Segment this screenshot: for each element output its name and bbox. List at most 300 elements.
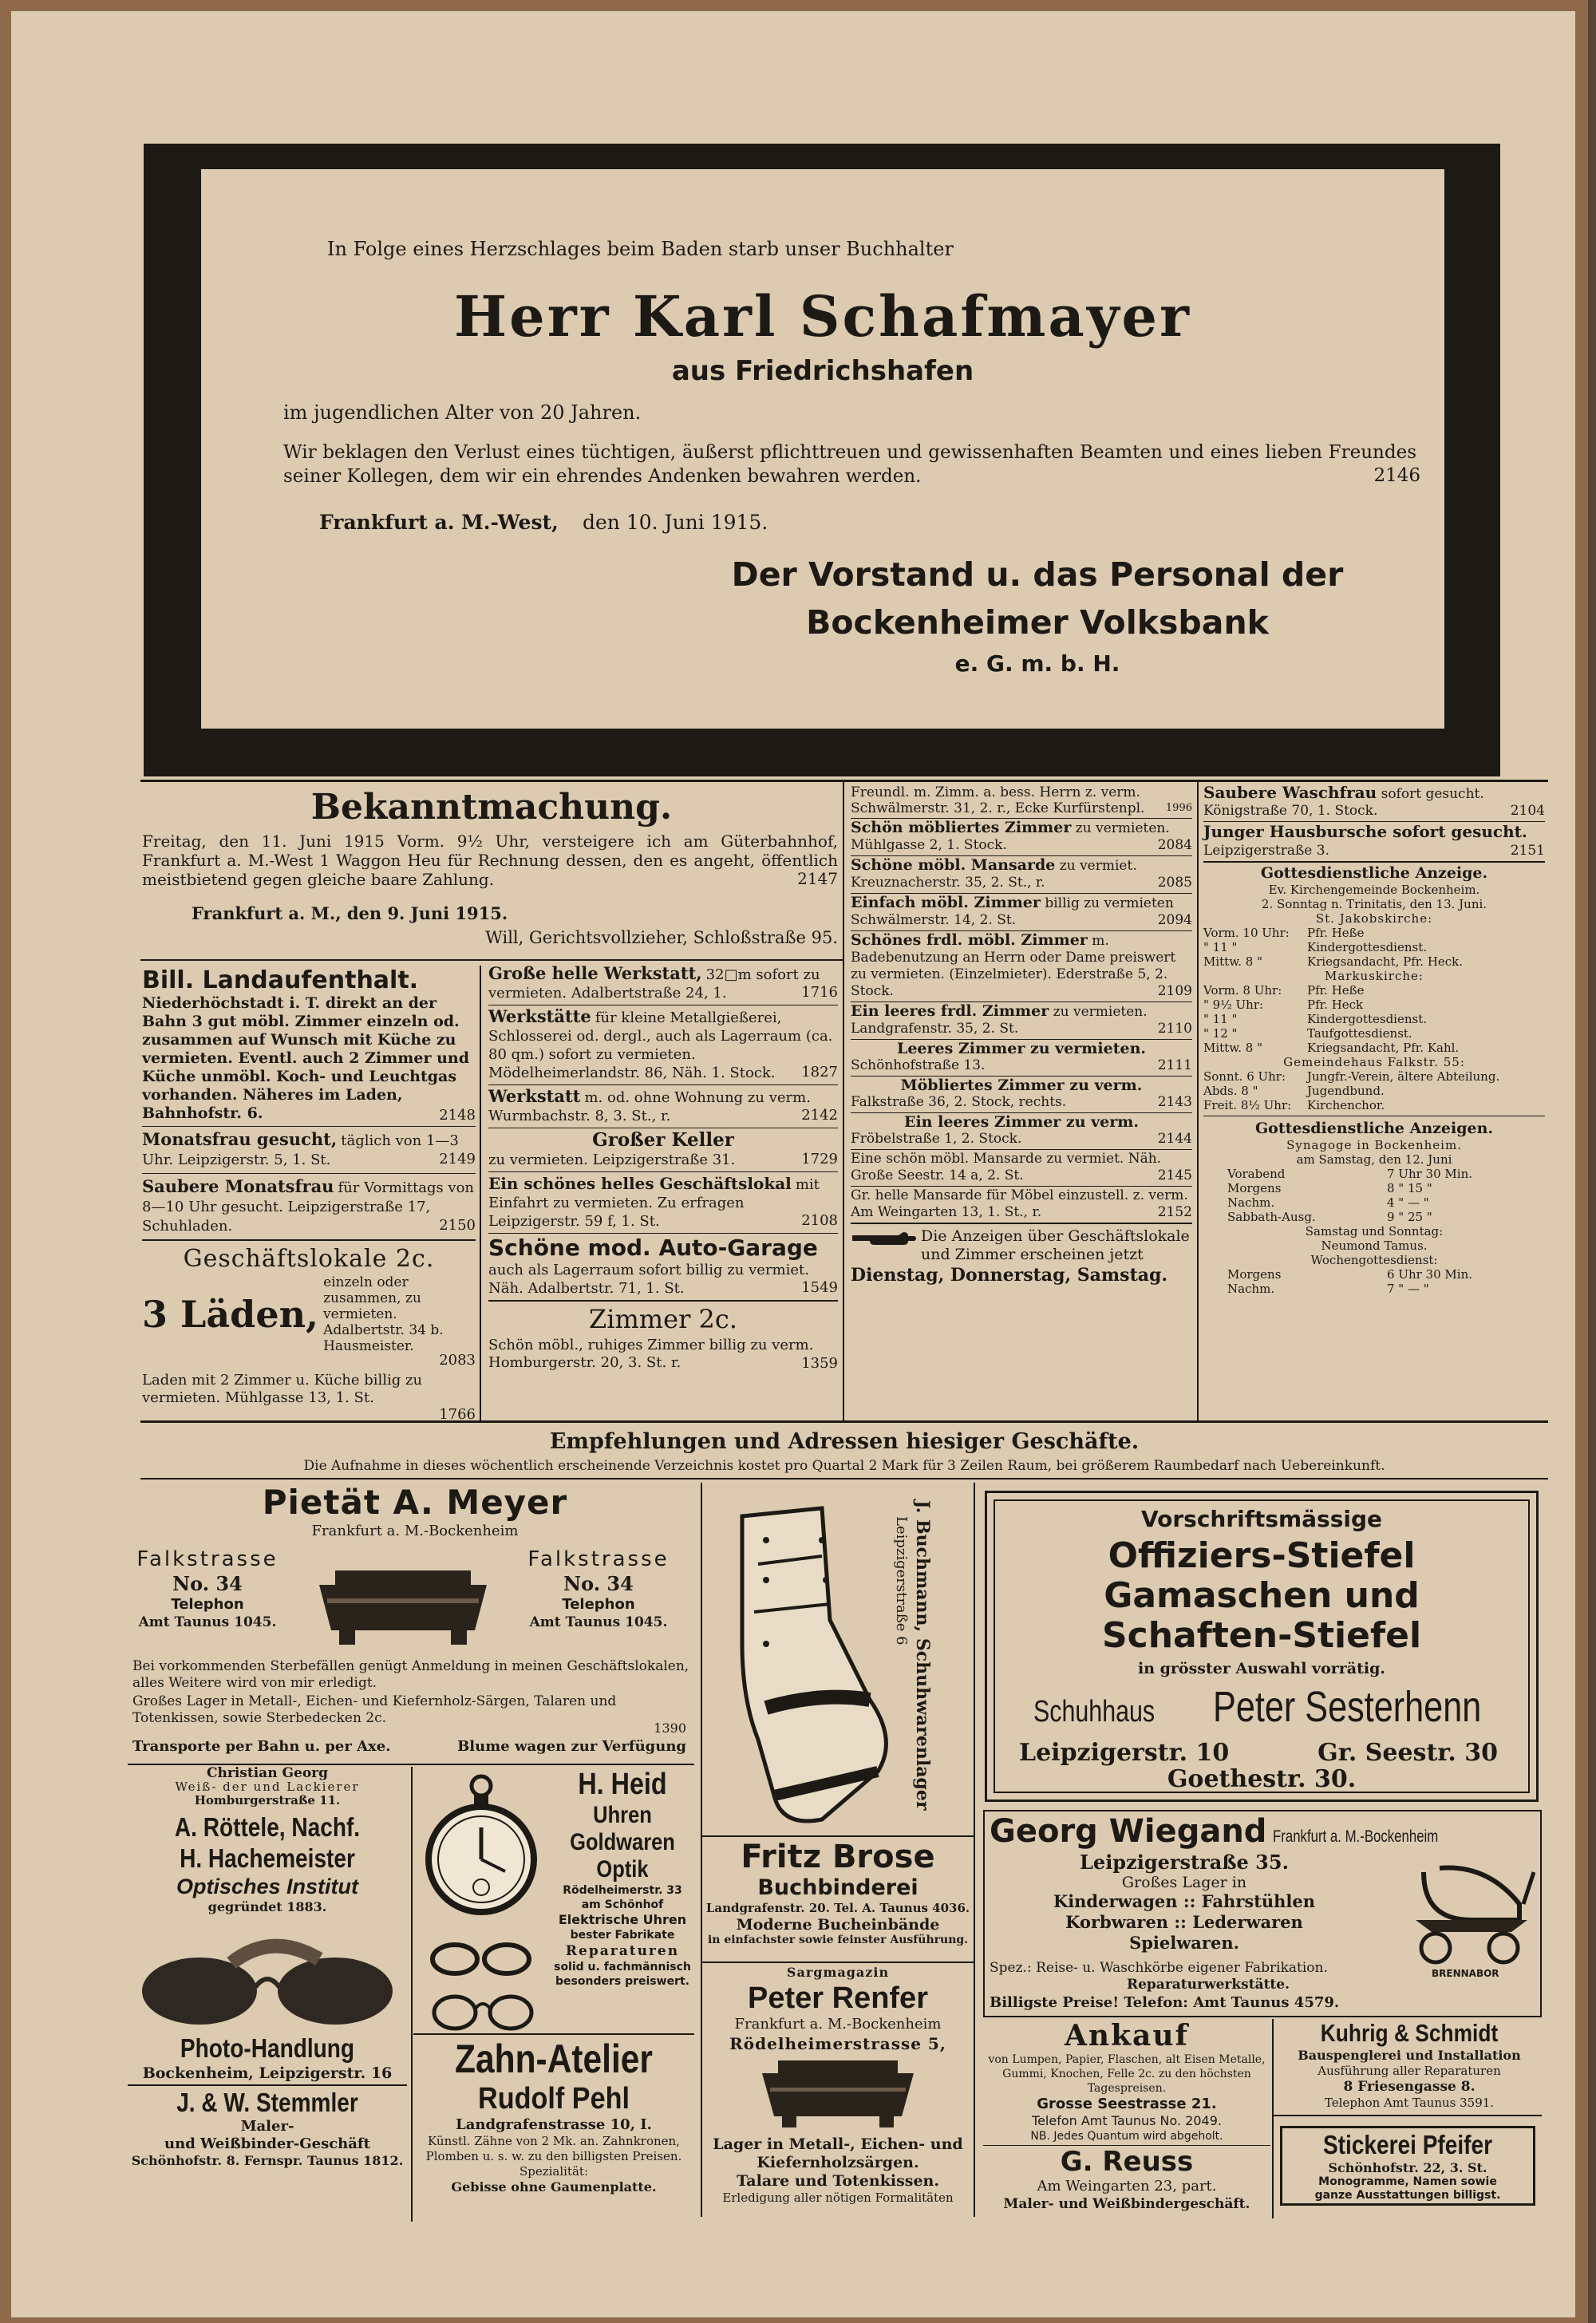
ankauf-title: Ankauf	[1064, 2019, 1190, 2052]
ad-code: 2110	[1157, 1021, 1192, 1037]
ad-title: Werkstätte	[488, 1006, 591, 1026]
ad-title: Große helle Werkstatt,	[488, 963, 702, 983]
photo-title: Photo-Handlung	[180, 2033, 355, 2063]
rule-brose	[702, 1962, 974, 1963]
wiegand-header	[990, 1813, 1480, 1850]
wiegand-spez: Spez.: Reise- u. Waschkörbe eigener Fabrikation.	[990, 1960, 1328, 1976]
gd-time: Vorm. 10 Uhr:	[1203, 926, 1290, 940]
ad-text: für Vormittags von 8—10 Uhr gesucht. Leipzigerstraße 17, Schuhladen.	[142, 1179, 475, 1235]
syn-title: Gottesdienstliche Anzeigen.	[1254, 1120, 1494, 1137]
ad-wiegand	[983, 1810, 1542, 2017]
ad-code: 2145	[1157, 1167, 1192, 1183]
sest-l6: Schuhhaus	[1033, 1695, 1155, 1728]
heid-goldwaren: Goldwaren	[570, 1829, 675, 1855]
obituary-origin: aus Friedrichshafen	[671, 355, 974, 387]
notice-text: Die Anzeigen über Geschäftslokale und Zimmer erscheinen jetzt	[921, 1227, 1190, 1263]
ad-werkstaette	[488, 1005, 838, 1085]
ad-text: m. od. ohne Wohnung zu verm. Wurmbachstr. 8, 3. St., r.	[488, 1089, 811, 1124]
obituary-place: Frankfurt a. M.-West,	[319, 511, 559, 534]
ad-renfer-lager	[702, 2135, 974, 2206]
reuss-address: Am Weingarten 23, part.	[1037, 2178, 1217, 2195]
pietaet-no: No. 34	[563, 1572, 634, 1595]
ad-text: Eine schön möbl. Mansarde zu vermiet. Näh. Große Seestr. 14 a, 2. St.	[851, 1151, 1162, 1183]
coffin-illustration-2	[750, 2052, 926, 2132]
ad-auto-garage	[488, 1234, 838, 1302]
heid-fabrikate: bester Fabrikate	[570, 1929, 675, 1942]
ad-code: 2150	[439, 1217, 476, 1234]
col1-ads	[142, 967, 476, 1423]
ad-code: 2083	[439, 1352, 476, 1369]
col-rule-heid	[411, 1767, 413, 2222]
roettele-owner: H. Hachemeister	[180, 1843, 355, 1873]
kuhrig-address: 8 Friesengasse 8.	[1343, 2079, 1476, 2095]
zimmer-title: Zimmer 2c.	[588, 1304, 737, 1334]
rule-photo	[128, 2084, 407, 2086]
obituary-text: Wir beklagen den Verlust eines tüchtigen, äußerst pflichttreuen und gewissenhaften Beamten und eines lieben Freundes seiner Kollegen, dem wir ein ehrendes Andenken bewahren werden.	[283, 442, 1416, 487]
ad-title: Bill. Landaufenthalt.	[142, 966, 419, 994]
ad-text: zu vermieten. Leipzigerstraße 31.	[488, 1152, 736, 1168]
ad-text: für kleine Metallgießerei, Schlosserei od. dergl., auch als Lagerraum (ca. 80 qm.) sofort zu vermieten. Mödelheimerlandstr. 86, Näh. 1. Stock.	[488, 1009, 833, 1081]
ad-werkstatt	[488, 1085, 838, 1128]
ad-text: mit Einfahrt zu vermieten. Zu erfragen Leipzigerstr. 59 f, 1. St.	[488, 1176, 820, 1230]
ankauf-address: Grosse Seestrasse 21.	[1037, 2096, 1217, 2112]
syn-label: Morgens	[1227, 1267, 1282, 1282]
gd-time: " 12 "	[1203, 1026, 1238, 1041]
col2-ads	[488, 962, 838, 1372]
obituary-code: 2146	[1373, 465, 1420, 486]
bekanntmachung-text: Freitag, den 11. Juni 1915 Vorm. 9½ Uhr, versteigere ich am Güterbahnhof, Frankfurt a. M.-West 1 Waggon Heu für Rechnung dessen, den es angeht, öffentlich meistbietend gegen gleiche baare Zahlung.	[142, 832, 838, 889]
ad-leeres-frdl	[851, 1002, 1192, 1040]
wiegand-items-1: Kinderwagen :: Fahrstühlen	[1053, 1891, 1316, 1911]
ad-freundl-zimmer	[851, 784, 1192, 819]
brose-ausf: in einfachster sowie feinster Ausführung.	[707, 1934, 969, 1946]
ad-code: 2148	[439, 1107, 476, 1124]
gd-date: 2. Sonntag n. Trinitatis, den 13. Juni.	[1261, 897, 1487, 911]
ad-helle-mansarde	[851, 1187, 1192, 1224]
ad-zahn-atelier	[413, 2037, 694, 2195]
buchmann-address: Leipzigerstraße 6	[893, 1516, 910, 1645]
mourning-border-right	[1446, 144, 1500, 738]
ad-heid	[543, 1767, 702, 1989]
syn-time: 7 " — "	[1387, 1282, 1429, 1296]
ankauf-text: von Lumpen, Papier, Flaschen, alt Eisen Metalle, Gummi, Knochen, Felle 2c. zu den höchsten Tagespreisen.	[988, 2053, 1266, 2095]
col3-ads	[851, 784, 1192, 1286]
coffin-illustration	[303, 1555, 503, 1650]
ad-geschaeftslokal	[488, 1172, 838, 1234]
col-rule-2	[843, 782, 844, 1420]
gd-item: Kriegsandacht, Pfr. Heck.	[1307, 954, 1464, 969]
ad-title: Saubere Waschfrau	[1203, 783, 1377, 802]
heid-solid: solid u. fachmännisch	[554, 1961, 691, 1973]
gd-item: Pfr. Heck	[1307, 998, 1364, 1012]
ad-text: sofort gesucht. Königstraße 70, 1. Stock.	[1203, 786, 1484, 819]
pietaet-city: Frankfurt a. M.-Bockenheim	[311, 1523, 519, 1539]
pfeifer-text-1: Monogramme, Namen sowie	[1318, 2175, 1497, 2188]
stemmler-trade-1: Maler-	[240, 2118, 294, 2135]
wiegand-address: Leipzigerstraße 35.	[1080, 1851, 1289, 1874]
sest-l7: Peter Sesterhenn	[1212, 1683, 1482, 1731]
notice-anzeigen	[851, 1224, 1192, 1264]
geschaeftslokale-title: Geschäftslokale 2c.	[183, 1245, 435, 1273]
pointing-hand-icon	[851, 1229, 918, 1248]
renfer-name: Peter Renfer	[748, 1981, 928, 2015]
syn-label: Nachm.	[1227, 1282, 1275, 1296]
ad-title: Saubere Monatsfrau	[142, 1176, 334, 1196]
ad-saubere-monatsfrau	[142, 1177, 476, 1241]
ad-title: Einfach möbl. Zimmer	[851, 894, 1041, 911]
obituary-from-3: e. G. m. b. H.	[954, 650, 1120, 677]
brose-modern: Moderne Bucheinbände	[736, 1916, 940, 1934]
ad-text: m. Badebenutzung an Herrn oder Dame preiswert zu vermieten. (Einzelmieter). Ederstraße 5, 2. Stock.	[851, 933, 1176, 999]
pietaet-no: No. 34	[172, 1572, 243, 1595]
ad-christian-georg	[128, 1767, 407, 1807]
kuhrig-tel: Telephon Amt Taunus 3591.	[1324, 2096, 1495, 2110]
kuhrig-name: Kuhrig & Schmidt	[1320, 2019, 1499, 2047]
pietaet-text: Bei vorkommenden Sterbefällen genügt Anmeldung in meinen Geschäftslokalen, alles Weitere wird von mir erledigt.	[132, 1658, 689, 1691]
ad-title: Schöne möbl. Mansarde	[851, 856, 1056, 874]
pietaet-foot-2: Blume wagen zur Verfügung	[457, 1738, 686, 1755]
ad-code: 2144	[1157, 1131, 1192, 1147]
ad-keller	[488, 1128, 838, 1172]
ad-monatsfrau	[142, 1130, 476, 1174]
roettele-institut: Optisches Institut	[176, 1875, 359, 1898]
syn-label: Morgens	[1227, 1181, 1282, 1195]
pietaet-tel: Telephon	[562, 1596, 635, 1613]
ad-title: Werkstatt	[488, 1086, 581, 1106]
ad-schoen-mansarde	[851, 1150, 1192, 1187]
zahn-title: Zahn-Atelier	[455, 2037, 653, 2081]
pfeifer-name: Stickerei Pfeifer	[1322, 2130, 1493, 2159]
ad-title: Schön möbliertes Zimmer	[851, 819, 1072, 836]
gd-time: Freit. 8½ Uhr:	[1203, 1098, 1292, 1112]
sest-shop	[1019, 1683, 1514, 1736]
binding-edge	[1588, 0, 1596, 2323]
gottesdienst-ev	[1203, 863, 1545, 1116]
ad-leeres-zimmer	[851, 1040, 1192, 1077]
rule-kuhrig	[1274, 2115, 1542, 2116]
rule-heid	[413, 2033, 694, 2035]
kuhrig-trade: Bauspenglerei und Installation	[1298, 2048, 1521, 2063]
ad-sesterhenn	[985, 1491, 1539, 1802]
ad-text: zu vermieten. Mühlgasse 2, 1. Stock.	[851, 820, 1170, 853]
heid-address: Rödelheimerstr. 33	[563, 1884, 682, 1897]
wiegand-items-3: Spielwaren.	[1129, 1933, 1239, 1953]
ad-roettele	[128, 1811, 407, 1915]
syn-label: Nachm.	[1227, 1195, 1275, 1210]
georg-address: Homburgerstraße 11.	[194, 1793, 341, 1807]
ad-title: Schönes frdl. möbl. Zimmer	[851, 931, 1088, 949]
sest-l10: Goethestr. 30.	[1167, 1765, 1357, 1793]
sest-l5: in grösster Auswahl vorrätig.	[1137, 1660, 1385, 1677]
bekanntmachung-code: 2147	[797, 869, 838, 888]
empf-title: Empfehlungen und Adressen hiesiger Geschäfte.	[549, 1429, 1140, 1454]
ad-ein-leeres	[851, 1113, 1192, 1150]
heid-elektr: Elektrische Uhren	[558, 1912, 687, 1927]
pfeifer-text-2: ganze Ausstattungen billigst.	[1314, 2189, 1501, 2202]
rule-boot	[702, 1835, 974, 1837]
ad-text: auch als Lagerraum sofort billig zu vermiet. Näh. Adalbertstr. 71, 1. St.	[488, 1262, 809, 1297]
pietaet-foot-1: Transporte per Bahn u. per Axe.	[132, 1738, 391, 1755]
wiegand-city: Frankfurt a. M.-Bockenheim	[1273, 1827, 1439, 1846]
ad-code: 1827	[801, 1064, 838, 1081]
ad-code: 2149	[439, 1151, 476, 1167]
gd-time: Sonnt. 6 Uhr:	[1203, 1069, 1286, 1084]
ad-schoen-moebl	[851, 819, 1192, 856]
sest-l9: Gr. Seestr. 30	[1317, 1739, 1498, 1767]
stemmler-address: Schönhofstr. 8. Fernspr. Taunus 1812.	[131, 2153, 404, 2168]
boot-illustration	[710, 1500, 902, 1827]
pince-nez-icon	[427, 1987, 539, 2035]
sest-l8: Leipzigerstr. 10	[1019, 1739, 1230, 1767]
gottesdienst-synagoge	[1203, 1116, 1545, 1296]
syn-time: 8 " 15 "	[1387, 1181, 1432, 1195]
pocket-watch-icon	[421, 1772, 541, 1931]
ad-code: 2143	[1157, 1094, 1192, 1110]
ad-peter-renfer	[702, 1965, 974, 2054]
roettele-name: A. Röttele, Nachf.	[174, 1812, 361, 1842]
gd-time: Abds. 8 "	[1203, 1084, 1258, 1098]
ad-text: einzeln oder zusammen, zu vermieten. Adalbertstr. 34 b. Hausmeister.	[323, 1274, 444, 1354]
ad-kuhrig	[1275, 2019, 1543, 2111]
ad-3-laeden	[142, 1274, 476, 1354]
bekanntmachung-date: Frankfurt a. M., den 9. Juni 1915.	[192, 903, 508, 923]
ad-code: 1766	[439, 1406, 476, 1423]
pram-brand: BRENNABOR	[1432, 1968, 1499, 1979]
gd-church-3: Gemeindehaus Falkstr. 55:	[1283, 1055, 1465, 1069]
ad-code: 1716	[801, 984, 838, 1001]
ad-text: 32□m sofort zu vermieten. Adalbertstraße 24, 1.	[488, 966, 820, 1001]
kuhrig-rep: Ausführung aller Reparaturen	[1317, 2064, 1501, 2078]
wiegand-rep: Reparaturwerkstätte.	[1126, 1977, 1290, 1993]
brose-trade: Buchbinderei	[757, 1875, 918, 1900]
syn-sub3: Neumond Tamus.	[1321, 1239, 1428, 1253]
gd-time: " 11 "	[1203, 940, 1238, 954]
ad-waschfrau	[1203, 784, 1545, 822]
zahn-text: Künstl. Zähne von 2 Mk. an. Zahnkronen, Plomben u. s. w. zu den billigsten Preisen. Spezialität:	[425, 2134, 682, 2179]
bekanntmachung-sign: Will, Gerichtsvollzieher, Schloßstraße 95.	[485, 928, 838, 947]
renfer-talare: Talare und Totenkissen.	[736, 2172, 939, 2190]
ad-code: 2085	[1157, 875, 1192, 891]
rule-top-small-ads	[140, 780, 1548, 782]
spectacles-illustration	[136, 1931, 399, 2027]
gd-church-2: Markuskirche:	[1325, 969, 1424, 983]
ad-title: Ein leeres Zimmer zu verm.	[903, 1113, 1140, 1131]
reuss-name: G. Reuss	[1060, 2146, 1194, 2178]
ad-title: Schöne mod. Auto-Garage	[488, 1235, 818, 1261]
gd-time: Mittw. 8 "	[1203, 1041, 1263, 1055]
syn-date: am Samstag, den 12. Juni	[1296, 1152, 1452, 1167]
stemmler-name: J. & W. Stemmler	[176, 2088, 358, 2117]
syn-sub2: Samstag und Sonntag:	[1305, 1224, 1444, 1239]
syn-rows	[1203, 1167, 1545, 1224]
heid-rep: Reparaturen	[565, 1943, 680, 1959]
ad-pietaet	[128, 1483, 702, 1781]
brose-name: Fritz Brose	[741, 1839, 935, 1875]
col-rule-right	[974, 1483, 975, 2217]
rings-icon	[427, 1935, 539, 1983]
ad-title: Ein leeres frdl. Zimmer	[851, 1002, 1049, 1020]
ad-schoenes-frdl	[851, 931, 1192, 1002]
renfer-city: Frankfurt a. M.-Bockenheim	[734, 2016, 942, 2033]
empf-subtitle: Die Aufnahme in dieses wöchentlich erscheinende Verzeichnis kostet pro Quartal 2 Mark für 3 Zeilen Raum, bei größerem Raumbedarf nach Uebereinkunft.	[303, 1458, 1385, 1474]
reuss-trade: Maler- und Weißbindergeschäft.	[1003, 2196, 1250, 2212]
ad-code: 2104	[1510, 803, 1545, 819]
ankauf-tel: Telefon Amt Taunus No. 2049.	[1032, 2113, 1222, 2128]
wiegand-lager: Großes Lager in	[1121, 1874, 1247, 1891]
rule-empf	[140, 1478, 1548, 1480]
wiegand-body	[985, 1851, 1384, 1954]
gd-rows-2	[1203, 983, 1545, 1055]
ad-text: zu vermieten. Landgrafenstr. 35, 2. St.	[851, 1004, 1148, 1037]
ad-text: Freundl. m. Zimm. a. bess. Herrn z. verm. Schwälmerstr. 31, 2. r., Ecke Kurfürstenpl.	[851, 784, 1145, 816]
ad-code: 2152	[1157, 1204, 1192, 1220]
obituary-from-1: Der Vorstand u. das Personal der	[731, 555, 1344, 594]
sest-l2: Offiziers-Stiefel	[1108, 1535, 1416, 1576]
ad-einfach-moebl	[851, 894, 1192, 931]
zahn-address: Landgrafenstrasse 10, I.	[456, 2116, 652, 2133]
gd-church-1: St. Jakobskirche:	[1315, 911, 1433, 926]
gd-item: Jungfr.-Verein, ältere Abteilung.	[1307, 1069, 1500, 1084]
ad-text: Schönhofstraße 13.	[851, 1057, 986, 1073]
renfer-sarg: Sargmagazin	[786, 1965, 890, 1980]
gd-time: " 11 "	[1203, 1012, 1238, 1026]
ad-code: 2111	[1157, 1057, 1192, 1073]
photo-address: Bockenheim, Leipzigerstr. 16	[142, 2064, 393, 2082]
ad-landaufenthalt	[142, 967, 476, 1127]
wiegand-items-2: Korbwaren :: Lederwaren	[1065, 1912, 1303, 1932]
pfeifer-address: Schönhofstr. 22, 3. St.	[1328, 2160, 1487, 2175]
pietaet-street: Falkstrasse	[136, 1547, 279, 1571]
gd-item: Kindergottesdienst.	[1307, 1012, 1428, 1026]
pietaet-address-left	[128, 1547, 287, 1631]
ad-title: Möbliertes Zimmer zu verm.	[900, 1077, 1143, 1094]
ad-zimmer: Schön möbl., ruhiges Zimmer billig zu verm. Homburgerstr. 20, 3. St. r.	[488, 1337, 814, 1371]
ad-stemmler	[128, 2088, 407, 2169]
sest-l1: Vorschriftsmässige	[1140, 1506, 1383, 1532]
georg-name: Christian Georg	[207, 1765, 328, 1781]
col4-ads	[1203, 784, 1545, 1296]
obituary-date: den 10. Juni 1915.	[583, 511, 768, 534]
col-rule-3	[1197, 782, 1199, 1420]
ad-code: 1359	[801, 1355, 838, 1372]
heid-uhren: Uhren	[593, 1802, 652, 1828]
gd-sub: Ev. Kirchengemeinde Bockenheim.	[1268, 883, 1480, 897]
pram-illustration	[1392, 1856, 1535, 1968]
ad-code: 2151	[1510, 843, 1545, 859]
obituary-intro: In Folge eines Herzschlages beim Baden starb unser Buchhalter	[327, 238, 954, 260]
wiegand-name: Georg Wiegand	[990, 1813, 1267, 1850]
col-rule-1	[480, 966, 481, 1420]
pietaet-text-2: Großes Lager in Metall-, Eichen- und Kiefernholz-Särgen, Talaren und Totenkissen, sowie Sterbedecken 2c.	[132, 1693, 617, 1726]
ad-text: billig zu vermieten Schwälmerstr. 14, 2. St.	[851, 895, 1174, 928]
gd-time: " 9½ Uhr:	[1203, 998, 1264, 1012]
obituary-from-2: Bockenheimer Volksbank	[806, 603, 1269, 642]
renfer-formal: Erledigung aller nötigen Formalitäten	[722, 2191, 954, 2205]
ad-mansarde	[851, 856, 1192, 894]
heid-name: H. Heid	[578, 1768, 667, 1801]
ad-title: Leeres Zimmer zu vermieten.	[896, 1040, 1146, 1057]
ad-werkstatt-helle	[488, 962, 838, 1005]
ad-code: 1729	[801, 1151, 838, 1167]
ad-text: zu vermiet. Kreuznacherstr. 35, 2. St., r.	[851, 858, 1137, 891]
ad-code: 1549	[801, 1279, 838, 1296]
mourning-border-top	[144, 144, 1500, 168]
pietaet-amt: Amt Taunus 1045.	[529, 1614, 668, 1630]
ad-buchmann	[893, 1500, 950, 1843]
ad-code: 2094	[1157, 912, 1192, 928]
mourning-border-left	[144, 144, 200, 738]
gd-item: Taufgottesdienst.	[1307, 1026, 1412, 1041]
ad-code: 2142	[801, 1107, 838, 1124]
pietaet-street: Falkstrasse	[527, 1547, 670, 1571]
gd-title: Gottesdienstliche Anzeige.	[1260, 864, 1488, 882]
syn-rows-2	[1203, 1267, 1545, 1296]
wiegand-tel: Billigste Preise! Telefon: Amt Taunus 4579.	[990, 1994, 1340, 2011]
pietaet-address-right	[511, 1547, 686, 1631]
pietaet-title: Pietät A. Meyer	[262, 1483, 568, 1522]
ankauf-nb: NB. Jedes Quantum wird abgeholt.	[1030, 2130, 1223, 2143]
gd-rows-3	[1203, 1069, 1545, 1112]
pietaet-code: 1390	[654, 1721, 686, 1736]
obituary-name: Herr Karl Schafmayer	[454, 283, 1191, 350]
ad-code: 2109	[1157, 983, 1192, 999]
ad-text: Fröbelstraße 1, 2. Stock.	[851, 1131, 1022, 1147]
gd-item: Kriegsandacht, Pfr. Kahl.	[1307, 1041, 1460, 1055]
syn-sub4: Wochengottesdienst:	[1310, 1253, 1438, 1267]
georg-trade: Weiß- der und Lackierer	[175, 1780, 360, 1794]
ad-code: 2108	[801, 1212, 838, 1229]
gd-item: Pfr. Heße	[1307, 983, 1365, 998]
pietaet-tel: Telephon	[171, 1596, 244, 1613]
ad-text: Falkstraße 36, 2. Stock, rechts.	[851, 1094, 1067, 1110]
gd-item: Kindergottesdienst.	[1307, 940, 1428, 954]
ad-pfeifer	[1280, 2126, 1535, 2206]
ad-hausbursche	[1203, 822, 1545, 863]
mourning-border-bottom	[144, 730, 1500, 776]
ad-title: Großer Keller	[592, 1129, 734, 1151]
syn-time: 4 " — "	[1387, 1195, 1429, 1210]
syn-label: Sabbath-Ausg.	[1227, 1210, 1316, 1224]
brose-address: Landgrafenstr. 20. Tel. A. Taunus 4036.	[705, 1901, 970, 1915]
ad-code: 2084	[1157, 837, 1192, 853]
gd-item: Pfr. Heße	[1307, 926, 1365, 940]
ad-code: 1996	[1165, 802, 1192, 814]
stemmler-trade-2: und Weißbinder-Geschäft	[164, 2135, 370, 2152]
sest-l4: Schaften-Stiefel	[1101, 1615, 1422, 1656]
ad-laden: Laden mit 2 Zimmer u. Küche billig zu vermieten. Mühlgasse 13, 1. St.	[142, 1372, 423, 1406]
buchmann-name: J. Buchmann, Schuhwarenlager	[912, 1500, 933, 1811]
ad-text: Leipzigerstraße 3.	[1203, 843, 1329, 859]
ad-fritz-brose	[702, 1839, 974, 1947]
syn-label: Vorabend	[1227, 1167, 1286, 1181]
syn-sub: Synagoge in Bockenheim.	[1286, 1138, 1462, 1152]
gd-time: Mittw. 8 "	[1203, 954, 1263, 969]
ad-title: Ein schönes helles Geschäftslokal	[488, 1174, 792, 1193]
ad-photo-handlung	[128, 2033, 407, 2083]
notice-days: Dienstag, Donnerstag, Samstag.	[851, 1265, 1168, 1286]
ad-text: täglich von 1—3 Uhr. Leipzigerstr. 5, 1. St.	[142, 1132, 459, 1168]
roettele-founded: gegründet 1883.	[207, 1899, 327, 1914]
ad-title: Monatsfrau gesucht,	[142, 1129, 338, 1149]
bekanntmachung-title: Bekanntmachung.	[310, 787, 673, 828]
ad-title: Junger Hausbursche sofort gesucht.	[1203, 822, 1527, 841]
syn-time: 9 " 25 "	[1387, 1210, 1432, 1224]
sest-l3: Gamaschen und	[1104, 1575, 1420, 1616]
gd-item: Jugendbund.	[1307, 1084, 1385, 1098]
ad-big: 3 Läden,	[142, 1293, 319, 1336]
pietaet-amt: Amt Taunus 1045.	[138, 1614, 277, 1630]
gd-item: Kirchenchor.	[1307, 1098, 1385, 1112]
